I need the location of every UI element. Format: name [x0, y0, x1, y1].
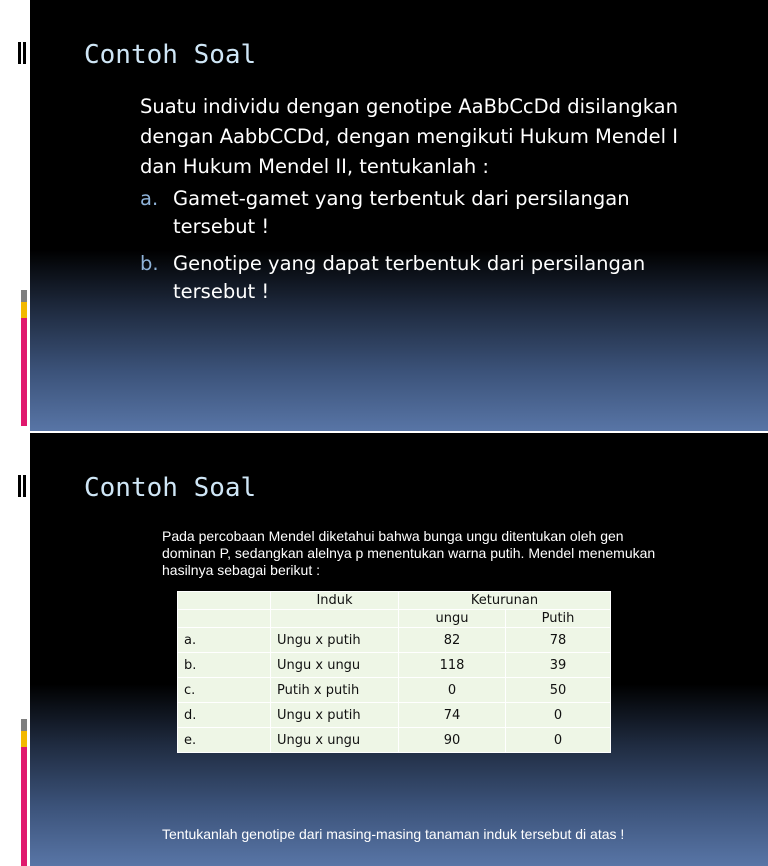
slide-title: Contoh Soal [84, 40, 257, 70]
table-header-row [178, 592, 611, 610]
list-item [140, 250, 700, 306]
accent-bar-gray [21, 290, 27, 302]
row-ungu: 0 [399, 678, 506, 703]
row-putih: 39 [506, 653, 611, 678]
accent-bar-pink [21, 318, 27, 426]
list-item-text: Gamet-gamet yang terbentuk dari persilangan tersebut ! [173, 187, 630, 238]
row-induk: Ungu x putih [271, 703, 399, 728]
table-subheader-row [178, 610, 611, 628]
list-item-text: Genotipe yang dapat terbentuk dari persilangan tersebut ! [173, 252, 646, 303]
subheader-putih: Putih [506, 610, 611, 628]
intro-paragraph: Suatu individu dengan genotipe AaBbCcDd disilangkan dengan AabbCCDd, dengan mengikuti Hukum Mendel I dan Hukum Mendel II, tentukanlah : [140, 95, 678, 178]
accent-bar-gray [21, 719, 27, 731]
slide-1 [0, 0, 768, 431]
table-cell [271, 610, 399, 628]
header-keturunan: Keturunan [399, 592, 611, 610]
title-marker-bar [18, 475, 21, 497]
table-row [178, 728, 611, 753]
row-label: d. [178, 703, 271, 728]
accent-bar-pink [21, 747, 27, 866]
row-label: e. [178, 728, 271, 753]
row-ungu: 118 [399, 653, 506, 678]
header-induk: Induk [271, 592, 399, 610]
slide-2 [0, 433, 768, 866]
intro-paragraph: Pada percobaan Mendel diketahui bahwa bunga ungu ditentukan oleh gen dominan P, sedangkan alelnya p menentukan warna putih. Mendel menemukan hasilnya sebagai berikut : [162, 528, 656, 578]
accent-bar-yellow [21, 302, 27, 318]
list-item-label: a. [140, 187, 159, 210]
row-ungu: 82 [399, 628, 506, 653]
row-putih: 50 [506, 678, 611, 703]
row-induk: Ungu x ungu [271, 653, 399, 678]
table-row [178, 628, 611, 653]
row-label: c. [178, 678, 271, 703]
row-ungu: 74 [399, 703, 506, 728]
list-item [140, 185, 700, 241]
table-row [178, 703, 611, 728]
row-putih: 78 [506, 628, 611, 653]
table-row [178, 653, 611, 678]
title-marker-bar [23, 42, 26, 64]
accent-bar-yellow [21, 731, 27, 747]
row-label: a. [178, 628, 271, 653]
row-putih: 0 [506, 703, 611, 728]
row-ungu: 90 [399, 728, 506, 753]
row-induk: Putih x putih [271, 678, 399, 703]
row-putih: 0 [506, 728, 611, 753]
subheader-ungu: ungu [399, 610, 506, 628]
row-induk: Ungu x ungu [271, 728, 399, 753]
table-cell [178, 592, 271, 610]
row-label: b. [178, 653, 271, 678]
title-marker-bar [23, 475, 26, 497]
row-induk: Ungu x putih [271, 628, 399, 653]
slide-title: Contoh Soal [84, 473, 257, 503]
title-marker-bar [18, 42, 21, 64]
list-item-label: b. [140, 252, 159, 275]
question-paragraph: Tentukanlah genotipe dari masing-masing tanaman induk tersebut di atas ! [162, 826, 625, 842]
table-row [178, 678, 611, 703]
table-cell [178, 610, 271, 628]
results-table [177, 591, 611, 753]
